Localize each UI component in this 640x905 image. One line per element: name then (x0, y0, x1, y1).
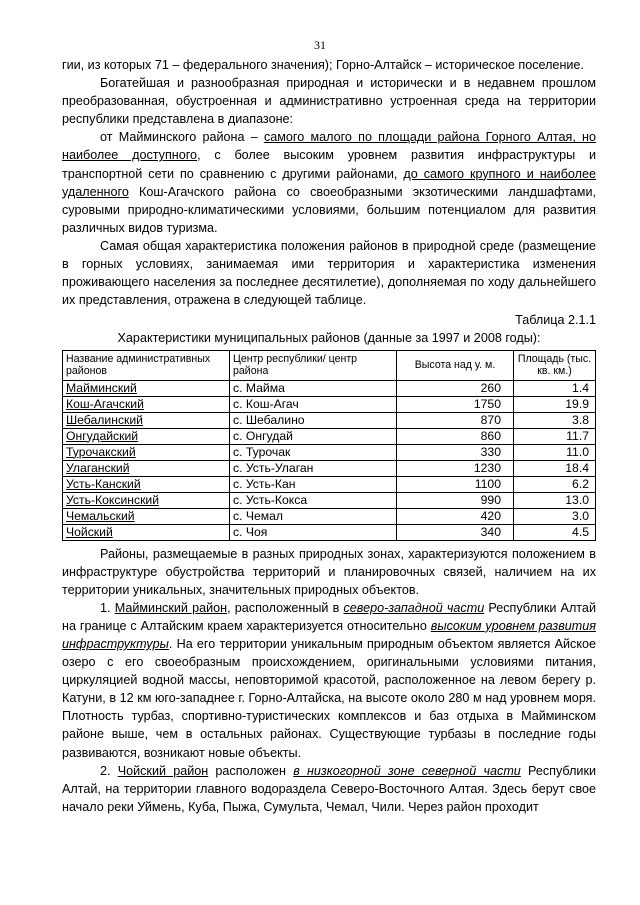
cell-area: 13.0 (514, 492, 596, 508)
cell-altitude: 340 (397, 524, 514, 540)
cell-district: Онгудайский (63, 428, 230, 444)
cell-area: 3.0 (514, 508, 596, 524)
page-number: 31 (314, 38, 326, 52)
cell-area: 6.2 (514, 476, 596, 492)
cell-area: 3.8 (514, 412, 596, 428)
paragraph-zones: Районы, размещаемые в разных природных зонах, характеризуются положением в инфраструктуре обустройства территорий и планировочных связей, наличием на их территории уникальных, значительных природных объектов. (62, 546, 596, 597)
cell-altitude: 1750 (397, 396, 514, 412)
underlined-italic-phrase: в низкогорной зоне северной части (293, 763, 521, 778)
cell-altitude: 990 (397, 492, 514, 508)
text-run: 2. (100, 763, 118, 778)
underlined-italic-phrase: высоким уровнем развития инфраструктуры (62, 618, 596, 651)
table-title: Характеристики муниципальных районов (данные за 1997 и 2008 годы): (117, 331, 541, 346)
underlined-phrase: Чойский район (117, 763, 209, 778)
text-run: . На его территории уникальным природным объектом является Айское озеро с его своеобразным происхождением, оригинальными условиями питания, циркуляцией водной массы, неповторимой красотой, расположенное на левом берегу р. Катуни, в 12 км юго-западнее г. Горно-Алтайска, на высоте около 280 м над уровнем моря. Плотность турбаз, спортивно-туристических комплексов и баз отдыха в Майминском районе выше, чем в остальных районах. Существующие турбазы в последние годы развиваются, возникают новые объекты. (62, 636, 596, 760)
cell-center: с. Шебалино (230, 412, 397, 428)
text-run: Республики Алтай, на территории главного водораздела Северо-Восточного Алтая. Здесь берут свое начало реки Уймень, Куба, Пыжа, Сумульта, Чемал, Чили. Через район проходит (62, 763, 597, 814)
cell-area: 4.5 (514, 524, 596, 540)
cell-district: Улаганский (63, 460, 230, 476)
cell-district: Шебалинский (63, 412, 230, 428)
cell-district: Чемальский (63, 508, 230, 524)
cell-altitude: 870 (397, 412, 514, 428)
cell-altitude: 330 (397, 444, 514, 460)
paragraph-mayminsky (62, 599, 596, 762)
table-row (63, 380, 596, 396)
cell-center: с. Усть-Улаган (230, 460, 397, 476)
text-run: , расположенный в (227, 600, 344, 615)
cell-center: с. Турочак (230, 444, 397, 460)
cell-altitude: 420 (397, 508, 514, 524)
table-row (63, 508, 596, 524)
cell-center: с. Онгудай (230, 428, 397, 444)
table-row (63, 492, 596, 508)
cell-district: Кош-Агачский (63, 396, 230, 412)
table-row (63, 444, 596, 460)
cell-area: 18.4 (514, 460, 596, 476)
cell-district: Майминский (63, 380, 230, 396)
text-run: расположен (208, 763, 294, 778)
paragraph-continuation: гии, из которых 71 – федерального значения); Горно-Алтайск – историческое поселение. (62, 58, 584, 72)
text-run: 1. (100, 600, 115, 615)
cell-center: с. Кош-Агач (230, 396, 397, 412)
text-run: от Майминского района – (100, 130, 264, 145)
cell-center: с. Чоя (230, 524, 397, 540)
paragraph-table-intro: Самая общая характеристика положения районов в природной среде (размещение в горных условиях, занимаемая ими территория и характеристика изменения проживающего населения за последнее десятилетие), дополняемая по ходу дальнейшего их представления, отражена в следующей таблице. (62, 238, 596, 308)
paragraph-range (62, 128, 596, 237)
underlined-phrase: самого малого по площади района Горного Алтая, но наиболее доступного (62, 130, 597, 163)
header-altitude: Высота над у. м. (397, 350, 514, 380)
cell-district: Турочакский (63, 444, 230, 460)
cell-district: Усть-Коксинский (63, 492, 230, 508)
cell-area: 1.4 (514, 380, 596, 396)
table-header-row (63, 350, 596, 380)
table-row (63, 460, 596, 476)
text-body (62, 56, 596, 816)
text-run: , с более высоким уровнем развития инфраструктуры и транспортной сети по сравнению с другими районами, (62, 148, 597, 181)
cell-district: Чойский (63, 524, 230, 540)
table-caption: Таблица 2.1.1 (515, 313, 596, 328)
cell-center: с. Усть-Кан (230, 476, 397, 492)
table-row (63, 412, 596, 428)
table-row (63, 428, 596, 444)
text-run: Кош-Агачского района со своеобразными экзотическими ландшафтами, суровыми природно-климатическими условиями, большим потенциалом для развития различных видов туризма. (62, 184, 596, 235)
text-run: Республики Алтай на границе с Алтайским краем характеризуется относительно (62, 600, 596, 633)
underlined-italic-phrase: северо-западной части (343, 600, 485, 615)
cell-altitude: 860 (397, 428, 514, 444)
cell-altitude: 1100 (397, 476, 514, 492)
header-district: Название административных районов (63, 350, 230, 380)
paragraph-choysky (62, 762, 596, 816)
header-area: Площадь (тыс. кв. км.) (514, 350, 596, 380)
header-center: Центр республики/ центр района (230, 350, 397, 380)
cell-center: с. Майма (230, 380, 397, 396)
underlined-phrase: до самого крупного и наиболее удаленного (62, 166, 596, 199)
cell-area: 11.7 (514, 428, 596, 444)
cell-altitude: 1230 (397, 460, 514, 476)
cell-area: 19.9 (514, 396, 596, 412)
table-row (63, 396, 596, 412)
cell-center: с. Усть-Кокса (230, 492, 397, 508)
districts-table (62, 350, 596, 541)
underlined-phrase: Майминский район (114, 600, 228, 615)
cell-area: 11.0 (514, 444, 596, 460)
cell-altitude: 260 (397, 380, 514, 396)
cell-district: Усть-Канский (63, 476, 230, 492)
table-row (63, 524, 596, 540)
paragraph-environment-intro: Богатейшая и разнообразная природная и исторически и в недавнем прошлом преобразованная, обустроенная и административно устроенная среда на территории республики представлена в диапазоне: (62, 76, 596, 127)
cell-center: с. Чемал (230, 508, 397, 524)
table-row (63, 476, 596, 492)
